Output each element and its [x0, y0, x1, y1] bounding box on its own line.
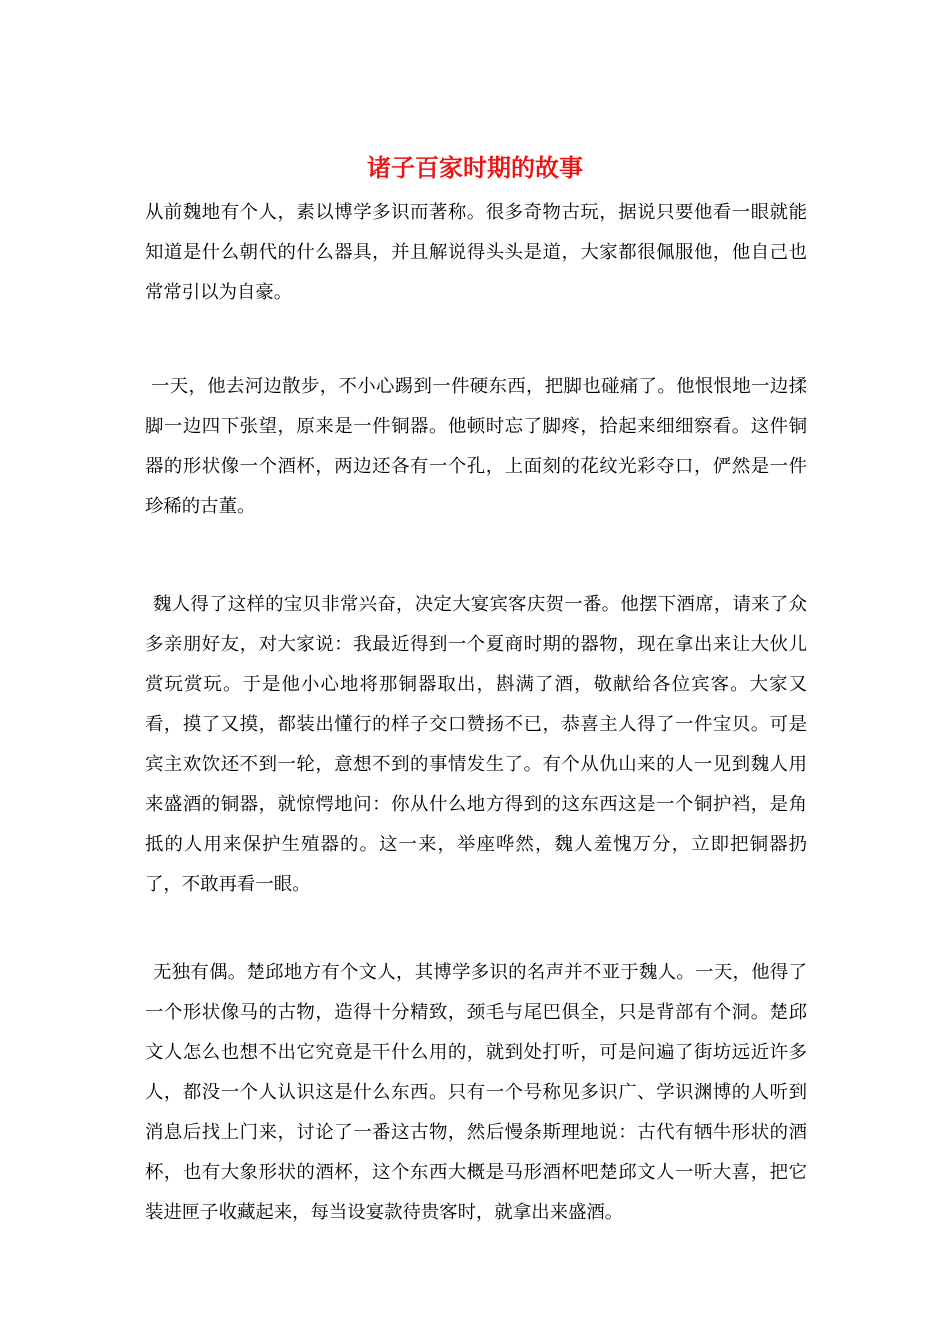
paragraph-3: 魏人得了这样的宝贝非常兴奋，决定大宴宾客庆贺一番。他摆下酒席，请来了众多亲朋好友，对大家说：我最近得到一个夏商时期的器物，现在拿出来让大伙儿赏玩赏玩。于是他小心地将那铜器取出，斟满了酒，敬献给各位宾客。大家又看，摸了又摸，都装出懂行的样子交口赞扬不已，恭喜主人得了一件宝贝。可是宾主欢饮还不到一轮，意想不到的事情发生了。有个从仇山来的人一见到魏人用来盛酒的铜器，就惊愕地问：你从什么地方得到的这东西这是一个铜护裆，是角抵的人用来保护生殖器的。这一来，举座哗然，魏人羞愧万分，立即把铜器扔了，不敢再看一眼。 — [145, 594, 807, 895]
document-title: 诸子百家时期的故事 — [367, 153, 583, 182]
paragraph-4: 无独有偶。楚邱地方有个文人，其博学多识的名声并不亚于魏人。一天，他得了一个形状像马的古物，造得十分精致，颈毛与尾巴俱全，只是背部有个洞。楚邱文人怎么也想不出它究竟是干什么用的，就到处打听，可是问遍了街坊远近许多人，都没一个人认识这是什么东西。只有一个号称见多识广、学识渊博的人听到消息后找上门来，讨论了一番这古物，然后慢条斯理地说：古代有牺牛形状的酒杯，也有大象形状的酒杯，这个东西大概是马形酒杯吧楚邱文人一听大喜，把它装进匣子收藏起来，每当设宴款待贵客时，就拿出来盛酒。 — [145, 962, 807, 1223]
paragraph-2: 一天，他去河边散步，不小心踢到一件硬东西，把脚也碰痛了。他恨恨地一边揉脚一边四下张望，原来是一件铜器。他顿时忘了脚疼，拾起来细细察看。这件铜器的形状像一个酒杯，两边还各有一个孔，上面刻的花纹光彩夺口，俨然是一件珍稀的古董。 — [145, 376, 807, 517]
paragraph-1: 从前魏地有个人，素以博学多识而著称。很多奇物古玩，据说只要他看一眼就能知道是什么朝代的什么器具，并且解说得头头是道，大家都很佩服他，他自己也常常引以为自豪。 — [145, 202, 807, 303]
